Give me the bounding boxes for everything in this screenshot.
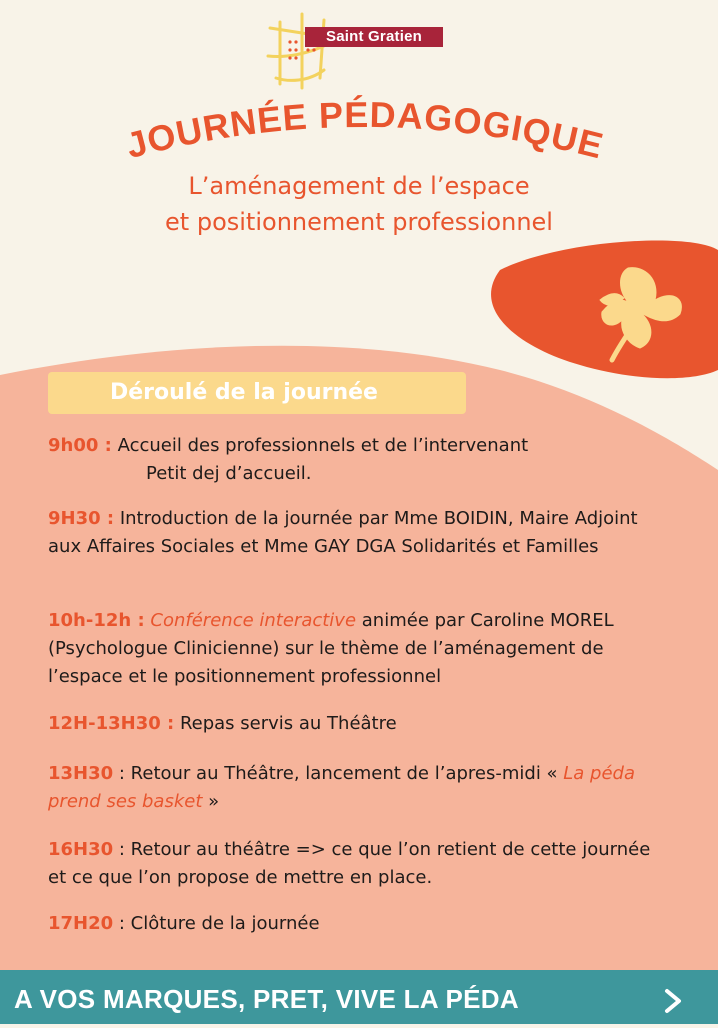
- chevron-right-icon[interactable]: [662, 988, 684, 1014]
- svg-text:JOURNÉE PÉDAGOGIQUE: JOURNÉE PÉDAGOGIQUE: [121, 93, 608, 167]
- page-title: [0, 85, 718, 185]
- subtitle-line-2: et positionnement professionnel: [165, 208, 553, 236]
- footer-band: [0, 970, 718, 1024]
- footer-slogan: A VOS MARQUES, PRET, VIVE LA PÉDA: [14, 984, 519, 1014]
- castle-logo-icon: [258, 8, 342, 92]
- schedule-text: : Retour au théâtre => ce que l’on retient de cette journée et ce que l’on propose de mettre en place.: [48, 839, 651, 888]
- schedule-time: 12H-13H30 :: [48, 713, 175, 734]
- schedule-time: 10h-12h :: [48, 610, 145, 631]
- schedule-time: 17H20: [48, 913, 114, 934]
- subtitle-line-1: L’aménagement de l’espace: [188, 172, 530, 200]
- schedule-emphasis: La péda prend ses basket: [48, 763, 636, 812]
- schedule-time: 9h00 :: [48, 435, 112, 456]
- schedule-text: : Clôture de la journée: [113, 913, 320, 934]
- logo-name-badge: Saint Gratien: [305, 27, 443, 47]
- schedule-text: animée par Caroline MOREL (Psychologue Clinicienne) sur le thème de l’aménagement de l’espace et le positionnement professionnel: [48, 610, 614, 687]
- schedule-item: [48, 432, 668, 488]
- schedule-text: Introduction de la journée par Mme BOIDIN, Maire Adjoint aux Affaires Sociales et Mme GAY DGA Solidarités et Familles: [48, 508, 638, 557]
- schedule-text-after: »: [202, 791, 220, 812]
- schedule-item: [48, 760, 668, 816]
- schedule-item: [48, 505, 668, 561]
- schedule-emphasis: Conférence interactive: [150, 610, 357, 631]
- schedule-time: 16H30: [48, 839, 114, 860]
- section-header: Déroulé de la journée: [48, 372, 466, 414]
- schedule-time: 13H30: [48, 763, 114, 784]
- schedule-item: [48, 607, 668, 691]
- schedule-text: : Retour au Théâtre, lancement de l’apres-midi «: [113, 763, 564, 784]
- schedule-time: 9H30 :: [48, 508, 115, 529]
- schedule-item: [48, 710, 668, 738]
- schedule-text: Repas servis au Théâtre: [174, 713, 397, 734]
- schedule-item: [48, 910, 668, 938]
- schedule-text: Accueil des professionnels et de l’intervenant: [111, 435, 529, 456]
- schedule-item: [48, 836, 668, 892]
- schedule-subtext: Petit dej d’accueil.: [146, 463, 312, 484]
